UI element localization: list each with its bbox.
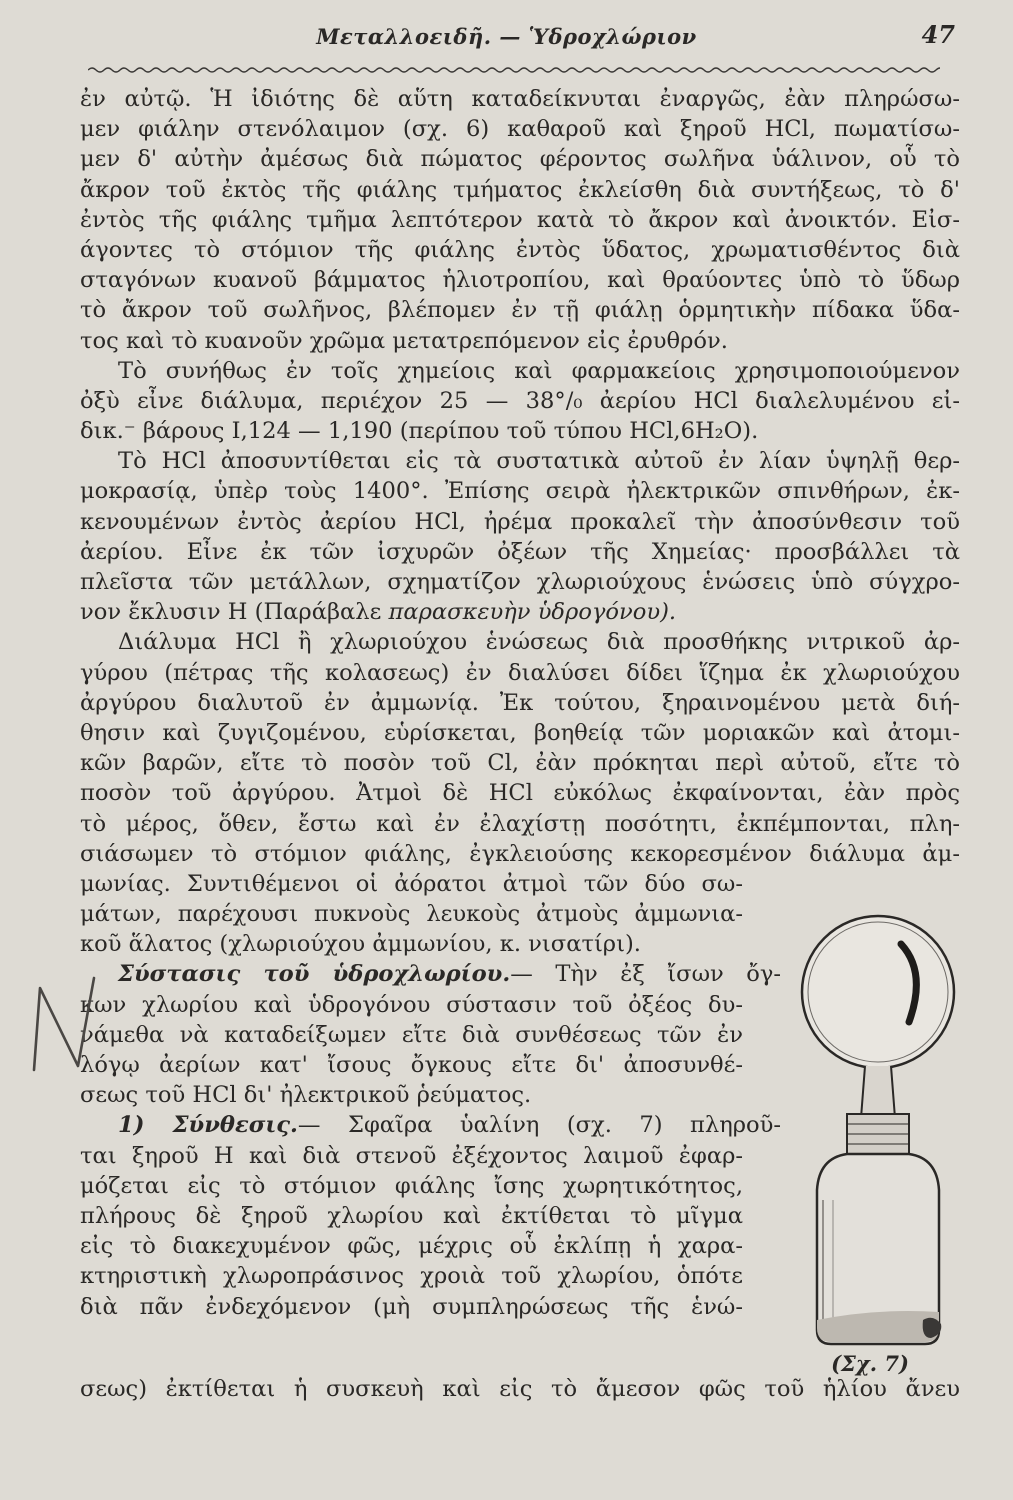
page-header <box>0 18 1013 58</box>
text-line: νάμεθα νὰ καταδείξωμεν εἴτε διὰ συνθέσεως τῶν ἐν <box>80 1021 743 1048</box>
text-line: ἀργύρου διαλυτοῦ ἐν ἀμμωνίᾳ. Ἐκ τούτου, ξηραινομένου μετὰ διή- <box>80 689 960 716</box>
text-line: μοκρασίᾳ, ὑπὲρ τοὺς 1400°. Ἐπίσης σειρὰ ἠλεκτρικῶν σπινθήρων, ἐκ- <box>80 478 960 505</box>
text-line: μεν δ' αὐτὴν ἀμέσως διὰ πώματος φέροντος σωλῆνα ὑάλινον, οὗ τὸ <box>80 146 960 173</box>
text-line: διὰ πᾶν ἐνδεχόμενον (μὴ συμπληρώσεως τῆς ἑνώ- <box>80 1293 743 1320</box>
text-line: κῶν βαρῶν, εἴτε τὸ ποσὸν τοῦ Cl, ἐὰν πρόκηται περὶ αὐτοῦ, εἴτε τὸ <box>80 750 960 777</box>
text-line <box>80 1110 781 1140</box>
text-line: μωνίας. Συντιθέμενοι οἱ ἀόρατοι ἀτμοὶ τῶν δύο σω- <box>80 870 743 897</box>
glass-globe-on-flask-illustration <box>783 900 973 1360</box>
decorative-wavy-rule <box>88 66 940 74</box>
running-title: Μεταλλοειδῆ. — Ὑδροχλώριον <box>316 24 697 49</box>
text-line-rest: — Σφαῖρα ὑαλίνη (σχ. 7) πληροῦ- <box>297 1112 782 1139</box>
text-line: μόζεται εἰς τὸ στόμιον φιάλης ἴσης χωρητικότητος, <box>80 1172 743 1199</box>
text-line: τὸ μέρος, ὅθεν, ἔστω καὶ ἐν ἐλαχίστῃ ποσότητι, ἐκπέμπονται, πλη- <box>80 810 960 837</box>
figure-caption: (Σχ. 7) <box>831 1351 909 1376</box>
text-line: ὀξὺ εἶνε διάλυμα, περιέχον 25 — 38°/₀ ἀερίου HCl διαλελυμένου εἰ- <box>80 387 960 414</box>
text-line-start: νον ἔκλυσιν Η (Παράβαλε <box>80 599 382 626</box>
text-line-rest: — Τὴν ἐξ ἴσων ὄγ- <box>510 961 781 988</box>
text-line: σεως τοῦ HCl δι' ἠλεκτρικοῦ ῥεύματος. <box>80 1082 532 1109</box>
text-line: τὸ ἄκρον τοῦ σωλῆνος, βλέπομεν ἐν τῇ φιάλῃ ὁρμητικὴν πίδακα ὕδα- <box>80 297 960 324</box>
text-line: πλεῖστα τῶν μετάλλων, σχηματίζον χλωριούχους ἑνώσεις ὑπὸ σύγχρο- <box>80 569 960 595</box>
text-line: κενουμένων ἐντὸς ἀερίου HCl, ἠρέμα προκαλεῖ τὴν ἀποσύνθεσιν τοῦ <box>80 508 960 535</box>
text-line: τος καὶ τὸ κυανοῦν χρῶμα μετατρεπόμενον εἰς ἐρυθρόν. <box>80 327 728 354</box>
text-line: κοῦ ἅλατος (χλωριούχου ἀμμωνίου, κ. νισατίρι). <box>80 931 641 958</box>
text-line: Διάλυμα HCl ἢ χλωριούχου ἑνώσεως διὰ προσθήκης νιτρικοῦ ἀρ- <box>118 629 960 656</box>
text-line: εἰς τὸ διακεχυμένον φῶς, μέχρις οὗ ἐκλίπῃ ἡ χαρα- <box>80 1233 743 1260</box>
synthesis-heading: 1) Σύνθεσις. <box>118 1112 298 1139</box>
text-line: σιάσωμεν τὸ στόμιον φιάλης, ἐγκλειούσης κεκορεσμένον διάλυμα ἀμ- <box>80 840 960 867</box>
text-line: λόγῳ ἀερίων κατ' ἴσους ὄγκους εἴτε δι' ἀποσυνθέ- <box>80 1052 743 1078</box>
text-line: ἄκρον τοῦ ἐκτὸς τῆς φιάλης τμήματος ἐκλείσθη διὰ συντήξεως, τὸ δ' <box>80 176 960 203</box>
text-line: ται ξηροῦ Η καὶ διὰ στενοῦ ἐξέχοντος λαιμοῦ ἐφαρ- <box>80 1142 743 1169</box>
text-line: γύρου (πέτρας τῆς κολασεως) ἐν διαλύσει δίδει ἵζημα ἐκ χλωριούχου <box>80 659 960 686</box>
handwritten-margin-mark <box>24 970 114 1080</box>
text-line: άγοντες τὸ στόμιον τῆς φιάλης ἐντὸς ὕδατος, χρωματισθέντος διὰ <box>80 236 960 263</box>
text-line: μεν φιάλην στενόλαιμον (σχ. 6) καθαροῦ καὶ ξηροῦ HCl, πωματίσω- <box>80 116 960 143</box>
text-line: σεως) ἐκτίθεται ἡ συσκευὴ καὶ εἰς τὸ ἄμεσον φῶς τοῦ ἡλίου ἄνευ <box>80 1376 960 1402</box>
text-line <box>80 597 960 627</box>
text-line: μάτων, παρέχουσι πυκνοὺς λευκοὺς ἀτμοὺς ἀμμωνια- <box>80 901 743 928</box>
composition-heading: Σύστασις τοῦ ὑδροχλωρίου. <box>118 961 511 988</box>
text-line: ποσὸν τοῦ ἀργύρου. Ἀτμοὶ δὲ HCl εὐκόλως ἐκφαίνονται, ἐὰν πρὸς <box>80 780 960 807</box>
text-line: ἐντὸς τῆς φιάλης τμῆμα λεπτότερον κατὰ τὸ ἄκρον καὶ ἀνοικτόν. Εἰσ- <box>80 206 960 233</box>
text-line <box>80 959 781 989</box>
text-line: κων χλωρίου καὶ ὑδρογόνου σύστασιν τοῦ ὀξέος δυ- <box>80 991 743 1018</box>
page-number: 47 <box>921 20 955 49</box>
text-line: πλήρους δὲ ξηροῦ χλωρίου καὶ ἐκτίθεται τὸ μῖγμα <box>80 1202 743 1229</box>
text-line: θησιν καὶ ζυγιζομένου, εὑρίσκεται, βοηθείᾳ τῶν μοριακῶν καὶ ἀτομι- <box>80 719 960 746</box>
text-line: κτηριστικὴ χλωροπράσινος χροιὰ τοῦ χλωρίου, ὁπότε <box>80 1263 743 1290</box>
text-line: δικ.⁻ βάρους Ι,124 — 1,190 (περίπου τοῦ τύπου HCl,6H₂O). <box>80 418 759 445</box>
text-line: Τὸ συνήθως ἐν τοῖς χημείοις καὶ φαρμακείοις χρησιμοποιούμενον <box>118 357 960 384</box>
text-line: σταγόνων κυανοῦ βάμματος ἡλιοτροπίου, καὶ θραύοντες ὑπὸ τὸ ὕδωρ <box>80 267 960 294</box>
preparation-reference: παρασκευὴν ὑδρογόνου). <box>388 599 677 626</box>
text-line: Τὸ HCl ἀποσυντίθεται εἰς τὰ συστατικὰ αὐτοῦ ἐν λίαν ὑψηλῇ θερ- <box>118 448 960 475</box>
text-line: ἀερίου. Εἶνε ἐκ τῶν ἰσχυρῶν ὀξέων τῆς Χημείας· προσβάλλει τὰ <box>80 538 960 565</box>
text-line: ἐν αὐτῷ. Ἡ ἰδιότης δὲ αὕτη καταδείκνυται ἐναργῶς, ἐὰν πληρώσω- <box>80 86 960 112</box>
